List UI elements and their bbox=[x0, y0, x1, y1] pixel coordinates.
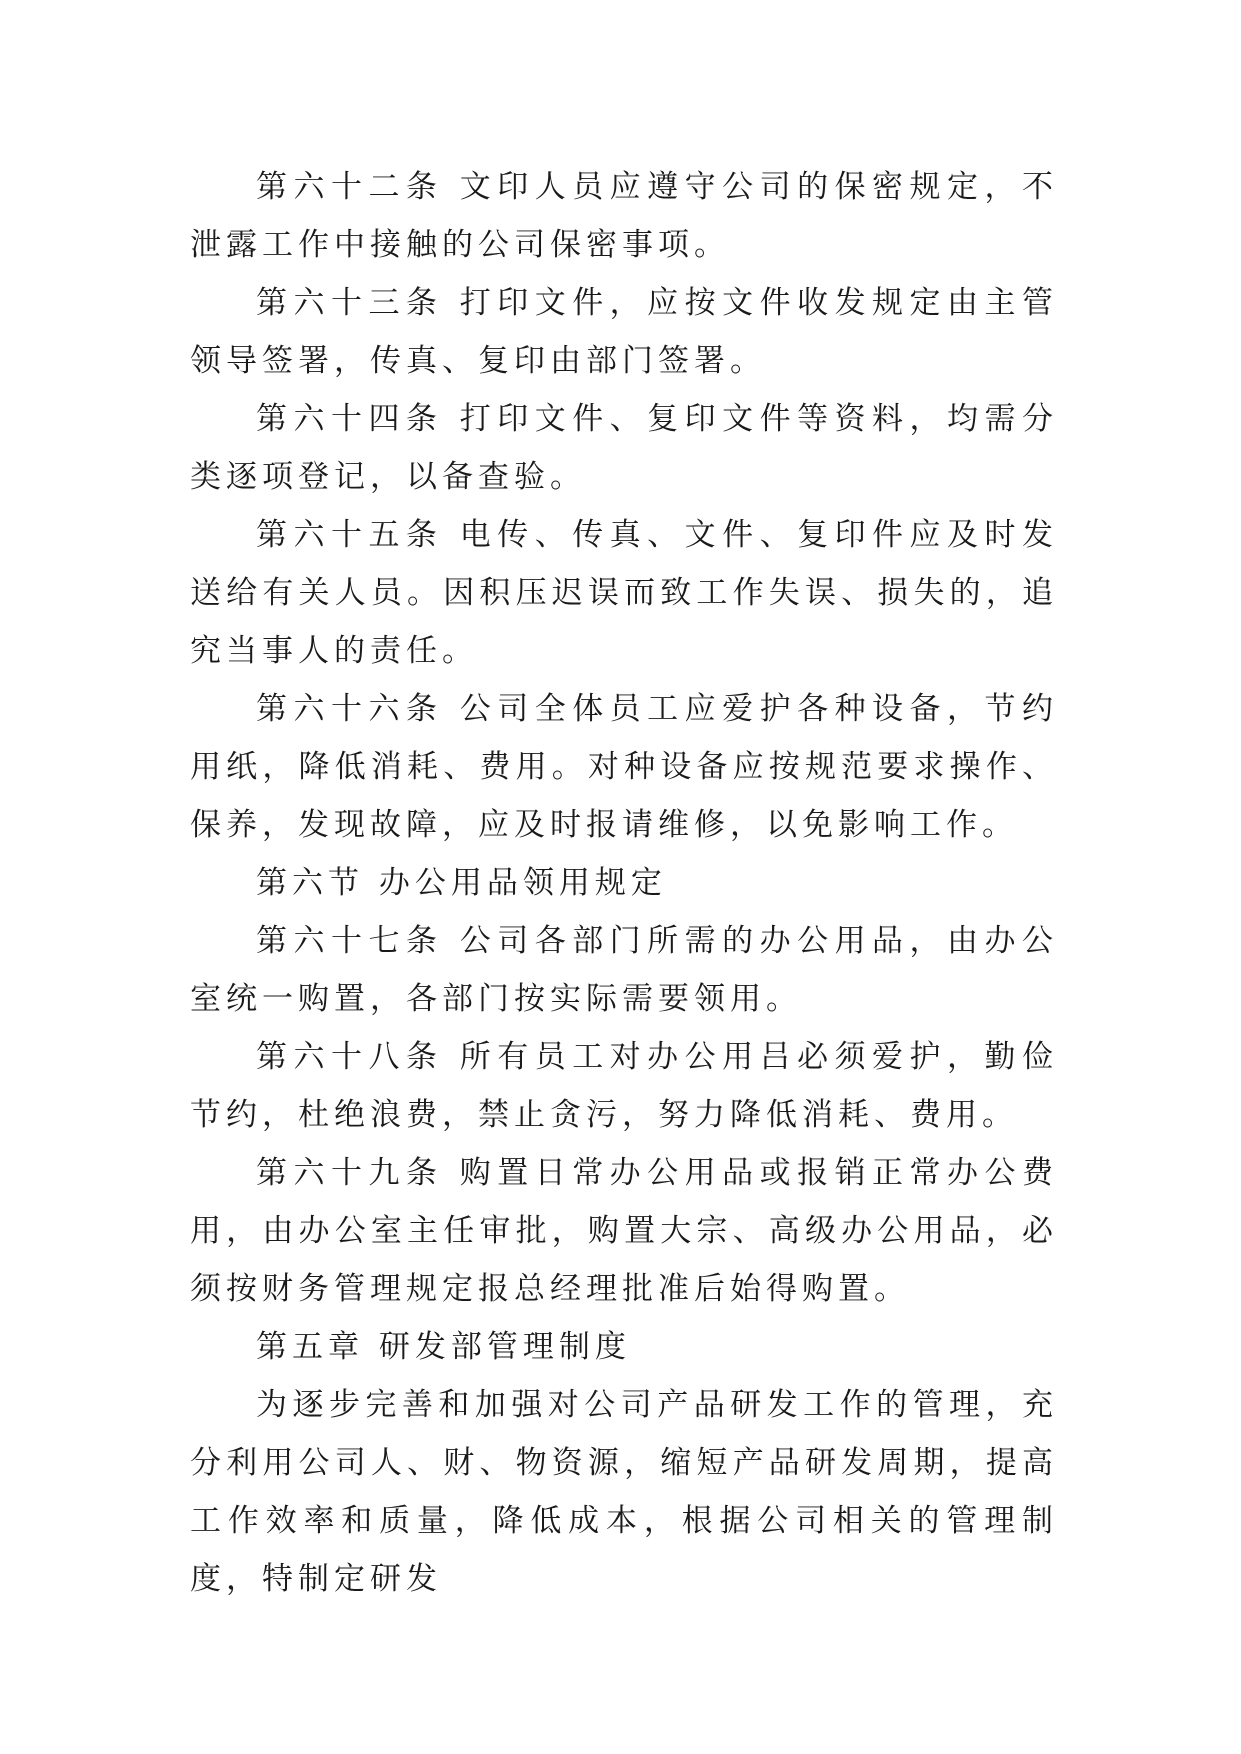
article-66: 第六十六条 公司全体员工应爱护各种设备，节约用纸，降低消耗、费用。对种设备应按规范要求操作、保养，发现故障，应及时报请维修，以免影响工作。 bbox=[190, 691, 1058, 843]
article-63: 第六十三条 打印文件，应按文件收发规定由主管领导签署，传真、复印由部门签署。 bbox=[190, 285, 1058, 379]
article-69: 第六十九条 购置日常办公用品或报销正常办公费用，由办公室主任审批，购置大宗、高级办公用品，必须按财务管理规定报总经理批准后始得购置。 bbox=[190, 1155, 1058, 1307]
body-paragraph: 为逐步完善和加强对公司产品研发工作的管理，充分利用公司人、财、物资源，缩短产品研发周期，提高工作效率和质量，降低成本，根据公司相关的管理制度，特制定研发 bbox=[190, 1387, 1058, 1597]
document-body bbox=[190, 158, 1058, 1608]
chapter-heading: 第五章 研发部管理制度 bbox=[256, 1329, 631, 1365]
section-heading: 第六节 办公用品领用规定 bbox=[256, 865, 667, 901]
article-65: 第六十五条 电传、传真、文件、复印件应及时发送给有关人员。因积压迟误而致工作失误、损失的，追究当事人的责任。 bbox=[190, 517, 1058, 669]
article-67: 第六十七条 公司各部门所需的办公用品，由办公室统一购置，各部门按实际需要领用。 bbox=[190, 923, 1058, 1017]
article-62: 第六十二条 文印人员应遵守公司的保密规定，不泄露工作中接触的公司保密事项。 bbox=[190, 169, 1058, 263]
article-64: 第六十四条 打印文件、复印文件等资料，均需分类逐项登记，以备查验。 bbox=[190, 401, 1058, 495]
article-68: 第六十八条 所有员工对办公用吕必须爱护，勤俭节约，杜绝浪费，禁止贪污，努力降低消耗、费用。 bbox=[190, 1039, 1058, 1133]
